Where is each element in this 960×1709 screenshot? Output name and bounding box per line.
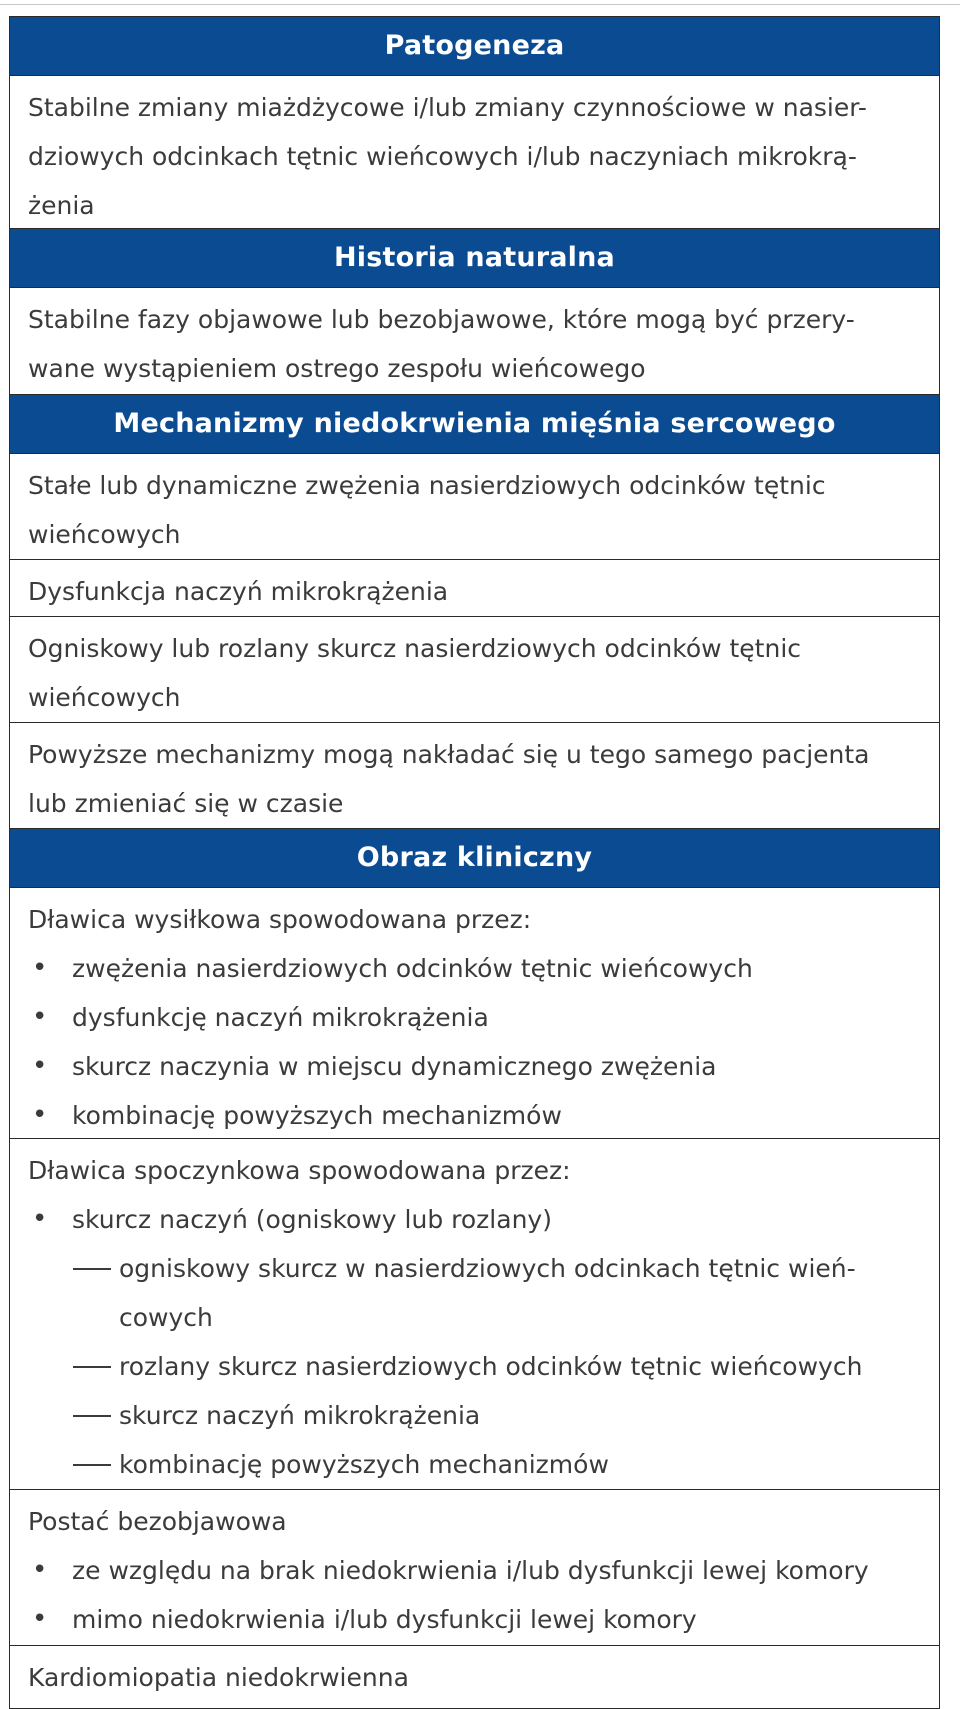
dash-item: skurcz naczyń mikrokrążenia [28, 1391, 925, 1440]
text-line: Stabilne fazy objawowe lub bezobjawowe, które mogą być przery- [28, 305, 855, 334]
historia-text [10, 288, 939, 395]
dash-item-continuation: cowych [119, 1303, 213, 1332]
bullet-icon: • [32, 1604, 48, 1634]
dash-item: rozlany skurcz nasierdziowych odcinków tętnic wieńcowych [28, 1342, 925, 1391]
bullet-icon: • [32, 1100, 48, 1130]
dash-item: kombinację powyższych mechanizmów [28, 1440, 925, 1489]
bullet-icon: • [32, 1051, 48, 1081]
block-intro: Dławica spoczynkowa spowodowana przez: [28, 1156, 571, 1185]
mechanism-row [10, 454, 939, 560]
text-line: Kardiomiopatia niedokrwienna [28, 1663, 409, 1692]
mechanism-row [10, 723, 939, 829]
text-line: Ogniskowy lub rozlany skurcz nasierdziowych odcinków tętnic [28, 634, 802, 663]
dash-icon [73, 1464, 111, 1466]
bullet-item: • ze względu na brak niedokrwienia i/lub dysfunkcji lewej komory [28, 1546, 925, 1595]
text-line: Powyższe mechanizmy mogą nakładać się u tego samego pacjenta [28, 740, 870, 769]
patogeneza-text [10, 76, 939, 229]
section-header-historia: Historia naturalna [10, 229, 939, 288]
block-intro: Postać bezobjawowa [28, 1507, 287, 1536]
dash-item: ogniskowy skurcz w nasierdziowych odcinkach tętnic wień- [28, 1244, 925, 1293]
text-line: wane wystąpieniem ostrego zespołu wieńcowego [28, 354, 646, 383]
bullet-item: • mimo niedokrwienia i/lub dysfunkcji lewej komory [28, 1595, 925, 1644]
section-header-obraz: Obraz kliniczny [10, 829, 939, 888]
text-line: dziowych odcinkach tętnic wieńcowych i/lub naczyniach mikrokrą- [28, 142, 857, 171]
dash-icon [73, 1268, 111, 1270]
bullet-item: • dysfunkcję naczyń mikrokrążenia [28, 993, 925, 1042]
text-line: Dysfunkcja naczyń mikrokrążenia [28, 577, 449, 606]
text-line: Stałe lub dynamiczne zwężenia nasierdziowych odcinków tętnic [28, 471, 826, 500]
spoczynkowa-block [10, 1139, 939, 1490]
bullet-icon: • [32, 1555, 48, 1585]
bezobjawowa-block [10, 1490, 939, 1646]
bullet-icon: • [32, 1204, 48, 1234]
top-rule [0, 4, 960, 5]
clinical-table [9, 16, 940, 1709]
mechanism-row [10, 617, 939, 723]
kardiomiopatia-row [10, 1646, 939, 1708]
text-line: wieńcowych [28, 683, 181, 712]
text-line: lub zmieniać się w czasie [28, 789, 344, 818]
section-header-patogeneza: Patogeneza [10, 17, 939, 76]
bullet-item: • skurcz naczyń (ogniskowy lub rozlany) [28, 1195, 925, 1244]
text-line: żenia [28, 191, 95, 220]
bullet-item: • zwężenia nasierdziowych odcinków tętnic wieńcowych [28, 944, 925, 993]
bullet-icon: • [32, 953, 48, 983]
bullet-icon: • [32, 1002, 48, 1032]
block-intro: Dławica wysiłkowa spowodowana przez: [28, 905, 532, 934]
bullet-item: • kombinację powyższych mechanizmów [28, 1091, 925, 1140]
mechanism-row [10, 560, 939, 617]
dash-icon [73, 1366, 111, 1368]
bullet-item: • skurcz naczynia w miejscu dynamicznego zwężenia [28, 1042, 925, 1091]
text-line: wieńcowych [28, 520, 181, 549]
dash-icon [73, 1415, 111, 1417]
section-header-mechanizmy: Mechanizmy niedokrwienia mięśnia sercowego [10, 395, 939, 454]
wysilkowa-block [10, 888, 939, 1139]
text-line: Stabilne zmiany miażdżycowe i/lub zmiany czynnościowe w nasier- [28, 93, 867, 122]
